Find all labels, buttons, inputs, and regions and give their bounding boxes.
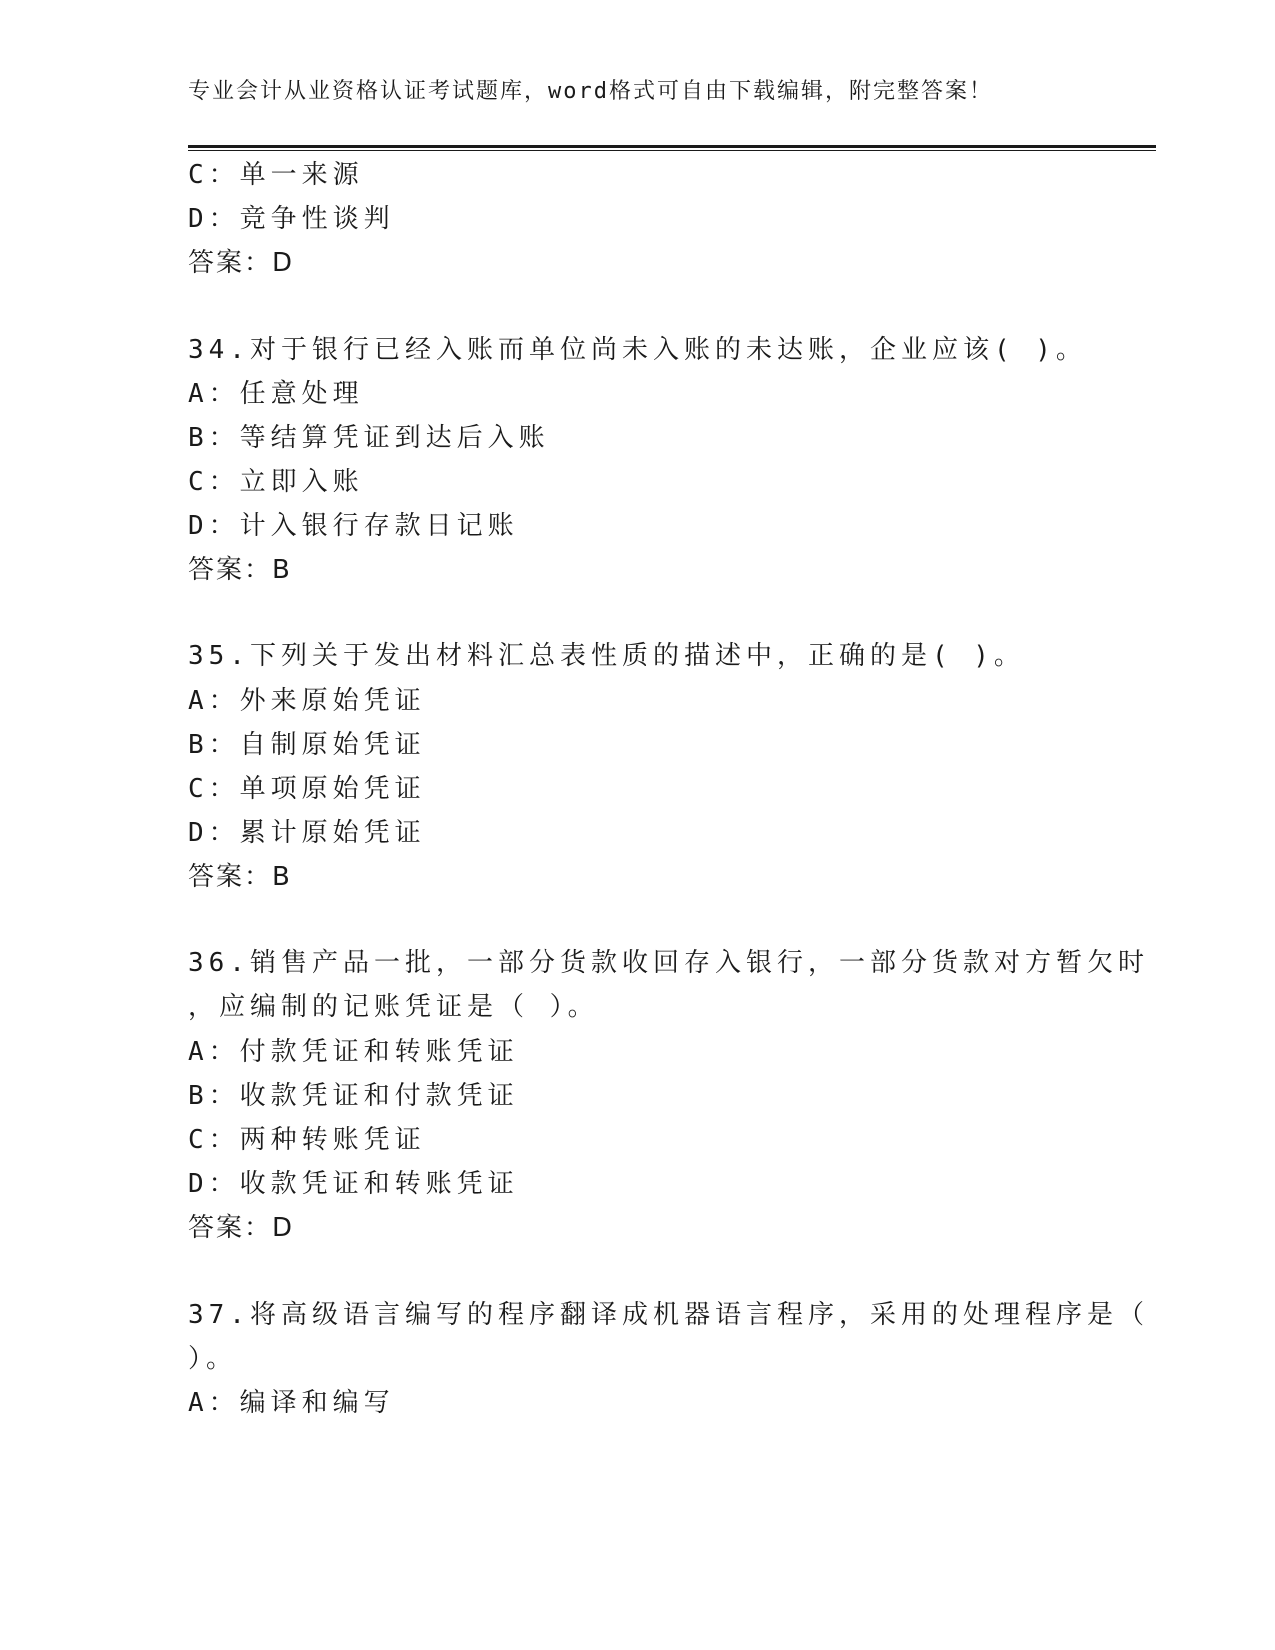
question-36-stem-line2: ，应编制的记账凭证是（ ）。 <box>188 992 599 1022</box>
option-d: D：竞争性谈判 <box>188 204 395 234</box>
question-35-stem: 35.下列关于发出材料汇总表性质的描述中，正确的是( )。 <box>188 641 1025 671</box>
option-a: A：任意处理 <box>188 379 364 409</box>
option-d: D：累计原始凭证 <box>188 818 426 848</box>
option-d: D：计入银行存款日记账 <box>188 511 519 541</box>
option-c: C：立即入账 <box>188 467 364 497</box>
question-37-stem-line1: 37.将高级语言编写的程序翻译成机器语言程序，采用的处理程序是（ <box>188 1300 1149 1330</box>
page-header: 专业会计从业资格认证考试题库，word格式可自由下载编辑，附完整答案！ <box>188 79 993 104</box>
answer: 答案：D <box>188 248 295 278</box>
option-a: A：编译和编写 <box>188 1388 395 1418</box>
option-b: B：收款凭证和付款凭证 <box>188 1081 519 1111</box>
option-c: C：单一来源 <box>188 160 364 190</box>
option-c: C：两种转账凭证 <box>188 1125 426 1155</box>
option-b: B：自制原始凭证 <box>188 730 426 760</box>
question-34-stem: 34.对于银行已经入账而单位尚未入账的未达账，企业应该( )。 <box>188 335 1087 365</box>
option-b: B：等结算凭证到达后入账 <box>188 423 550 453</box>
header-rule-thin <box>188 150 1156 151</box>
option-a: A：外来原始凭证 <box>188 686 426 716</box>
answer: 答案：D <box>188 1213 295 1243</box>
answer: 答案：B <box>188 555 292 585</box>
question-37-stem-line2: ）。 <box>188 1344 238 1374</box>
answer: 答案：B <box>188 862 292 892</box>
option-a: A：付款凭证和转账凭证 <box>188 1037 519 1067</box>
option-d: D：收款凭证和转账凭证 <box>188 1169 519 1199</box>
question-36-stem-line1: 36.销售产品一批，一部分货款收回存入银行，一部分货款对方暂欠时 <box>188 948 1149 978</box>
option-c: C：单项原始凭证 <box>188 774 426 804</box>
header-rule-thick <box>188 145 1156 148</box>
